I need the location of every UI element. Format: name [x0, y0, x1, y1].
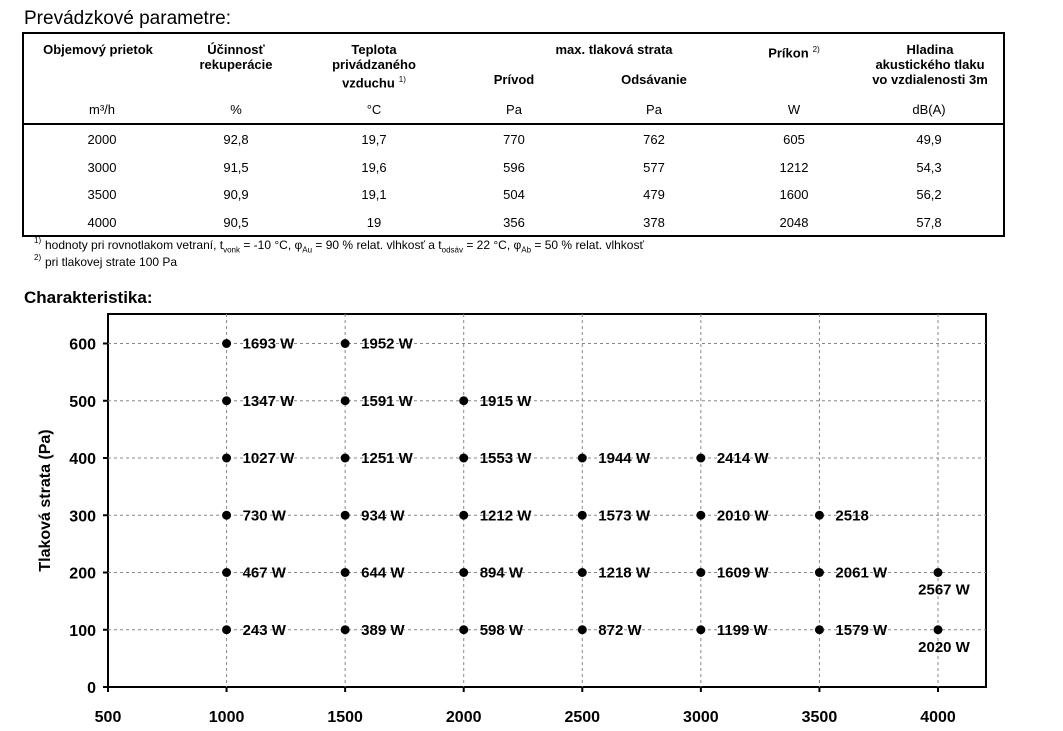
footnote-1-part-b: = -10 °C, φ	[240, 238, 303, 252]
data-point-label: 934 W	[361, 507, 405, 525]
table-cell: 4000	[87, 214, 117, 230]
data-point	[578, 568, 587, 577]
data-point-label: 389 W	[361, 621, 405, 639]
footnote-2: pri tlakovej strate 100 Pa	[45, 255, 178, 269]
data-point	[459, 511, 468, 520]
footnote-1-sub-4: Ab	[521, 245, 532, 255]
unit-cell: W	[787, 102, 801, 117]
data-point	[696, 625, 705, 634]
table-cell: 3500	[87, 187, 117, 202]
footnote-1-part-a: hodnoty pri rovnotlakom vetraní, t	[45, 238, 224, 252]
y-tick-label: 600	[69, 336, 96, 354]
table-cell: 2000	[87, 132, 117, 147]
data-point-label: 1218 W	[598, 564, 650, 582]
data-point-label: 2414 W	[716, 450, 769, 467]
data-point-label: 1693 W	[242, 335, 295, 353]
y-tick-label: 0	[87, 680, 96, 697]
table-cell: 577	[643, 159, 665, 175]
data-point-label: 2020 W	[918, 638, 970, 656]
data-point	[459, 454, 468, 463]
data-point	[222, 396, 231, 405]
footnote-1-part-d: = 22 °C, φ	[463, 238, 522, 252]
data-point-label: 1212 W	[479, 507, 532, 525]
unit-cell: dB(A)	[912, 102, 946, 117]
chart-title: Charakteristika:	[24, 288, 153, 307]
data-point	[341, 454, 350, 463]
data-point	[934, 625, 943, 634]
x-tick-label: 2000	[445, 709, 482, 726]
table-cell: 91,5	[223, 159, 249, 175]
table-cell: 1212	[779, 159, 809, 175]
data-point-label: 1251 W	[361, 450, 413, 467]
data-point	[222, 454, 231, 463]
data-point-label: 1609 W	[716, 564, 769, 582]
table-cell: 19,1	[361, 187, 387, 202]
data-point-label: 872 W	[598, 621, 642, 639]
data-point	[222, 625, 231, 634]
table-cell: 19	[366, 214, 382, 230]
data-point	[341, 568, 350, 577]
x-tick-label: 500	[94, 709, 122, 726]
data-point	[222, 339, 231, 348]
data-point-label: 894 W	[479, 564, 524, 582]
data-point	[341, 511, 350, 520]
table-cell: 19,7	[361, 132, 387, 147]
header-power-footnote-mark: 2)	[812, 45, 820, 54]
table-cell: 356	[503, 214, 525, 230]
data-point	[459, 396, 468, 405]
data-point	[341, 396, 350, 405]
data-point-label: 730 W	[242, 507, 286, 525]
unit-cell: m³/h	[89, 102, 115, 117]
x-tick-label: 2500	[564, 709, 601, 726]
table-cell: 770	[503, 132, 525, 147]
y-tick-label: 200	[69, 565, 96, 583]
x-tick-label: 4000	[920, 709, 956, 726]
footnote-1-sub-2: Au	[302, 245, 313, 255]
header-noise-line3: vo vzdialenosti 3m	[872, 72, 988, 87]
data-point	[341, 625, 350, 634]
table-cell: 479	[643, 187, 665, 202]
footnote-2-mark: 2)	[34, 253, 42, 262]
unit-cell: %	[230, 102, 242, 117]
y-axis-label: Tlaková strata (Pa)	[37, 429, 54, 572]
table-cell: 504	[503, 187, 525, 202]
data-point	[696, 454, 705, 463]
x-tick-label: 3000	[683, 709, 719, 726]
table-cell: 2048	[779, 214, 809, 230]
header-pressure-group: max. tlaková strata	[555, 42, 673, 57]
table-cell: 92,8	[223, 132, 249, 147]
table-cell: 49,9	[916, 132, 942, 147]
data-point	[459, 568, 468, 577]
header-exhaust: Odsávanie	[621, 72, 687, 87]
data-point	[815, 511, 824, 520]
section-title: Prevádzkové parametre:	[24, 8, 231, 29]
table-cell: 57,8	[916, 214, 942, 230]
data-point	[696, 511, 705, 520]
unit-cell: Pa	[646, 102, 662, 117]
data-point	[459, 625, 468, 634]
header-efficiency: Účinnosť rekuperácie	[199, 42, 273, 72]
data-point-label: 1027 W	[242, 450, 295, 467]
data-point-label: 1591 W	[361, 392, 413, 410]
data-point-label: 1553 W	[479, 450, 532, 467]
header-noise-line2: akustického tlaku	[875, 57, 985, 72]
table-cell: 762	[643, 132, 665, 147]
y-tick-label: 100	[69, 622, 96, 640]
data-point-label: 1944 W	[598, 450, 650, 467]
data-point	[934, 568, 943, 577]
y-tick-label: 300	[69, 508, 96, 526]
header-temp-text: vzduchu	[342, 75, 395, 91]
header-power-text: Príkon	[768, 45, 809, 61]
data-point-label: 2061 W	[835, 564, 888, 582]
footnote-1-mark: 1)	[34, 236, 42, 245]
table-cell: 90,9	[223, 187, 249, 202]
footnote-1-part-e: = 50 % relat. vlhkosť	[531, 238, 644, 252]
table-cell: 3000	[87, 159, 117, 175]
data-point-label: 1915 W	[479, 392, 532, 410]
data-point-label: 2518	[835, 507, 869, 525]
header-temp-footnote-mark: 1)	[398, 75, 406, 84]
data-point-label: 243 W	[242, 621, 286, 639]
data-point-label: 598 W	[479, 621, 524, 639]
unit-cell: Pa	[506, 102, 522, 117]
data-point	[578, 625, 587, 634]
data-point	[578, 511, 587, 520]
data-point-label: 1573 W	[598, 507, 650, 525]
x-tick-label: 3500	[801, 709, 838, 726]
data-point-label: 1347 W	[242, 392, 295, 410]
table-cell: 56,2	[916, 187, 942, 202]
footnote-1-sub-3: odsáv	[441, 245, 463, 255]
data-point	[696, 568, 705, 577]
unit-cell: °C	[366, 102, 382, 117]
data-point	[341, 339, 350, 348]
table-cell: 90,5	[223, 214, 249, 230]
data-point	[578, 454, 587, 463]
data-point	[815, 625, 824, 634]
data-point-label: 2567 W	[918, 581, 970, 599]
data-point	[222, 511, 231, 520]
footnote-1-part-c: = 90 % relat. vlhkosť a t	[312, 238, 442, 252]
table-cell: 378	[643, 214, 665, 230]
header-temp-line2: privádzaného	[332, 57, 416, 72]
x-tick-label: 1000	[208, 709, 245, 726]
table-cell: 596	[503, 159, 525, 175]
data-point-label: 2010 W	[716, 507, 769, 525]
data-point-label: 1199 W	[716, 621, 768, 639]
header-temp-line1: Teplota	[351, 42, 397, 57]
data-point-label: 1579 W	[835, 621, 888, 639]
table-cell: 605	[783, 132, 805, 147]
header-supply: Prívod	[493, 72, 535, 87]
data-point	[815, 568, 824, 577]
data-point-label: 467 W	[242, 564, 286, 582]
footnote-1-sub-1: vonk	[223, 245, 240, 255]
x-tick-label: 1500	[327, 709, 363, 726]
header-flow: Objemový prietok	[43, 42, 153, 57]
data-point-label: 644 W	[361, 564, 405, 582]
table-cell: 1600	[779, 187, 809, 202]
table-cell: 19,6	[361, 159, 387, 175]
data-point-label: 1952 W	[361, 335, 413, 353]
data-point	[222, 568, 231, 577]
y-tick-label: 500	[69, 393, 96, 411]
y-tick-label: 400	[69, 451, 96, 468]
table-cell: 54,3	[916, 159, 942, 175]
header-noise-line1: Hladina	[906, 42, 954, 57]
